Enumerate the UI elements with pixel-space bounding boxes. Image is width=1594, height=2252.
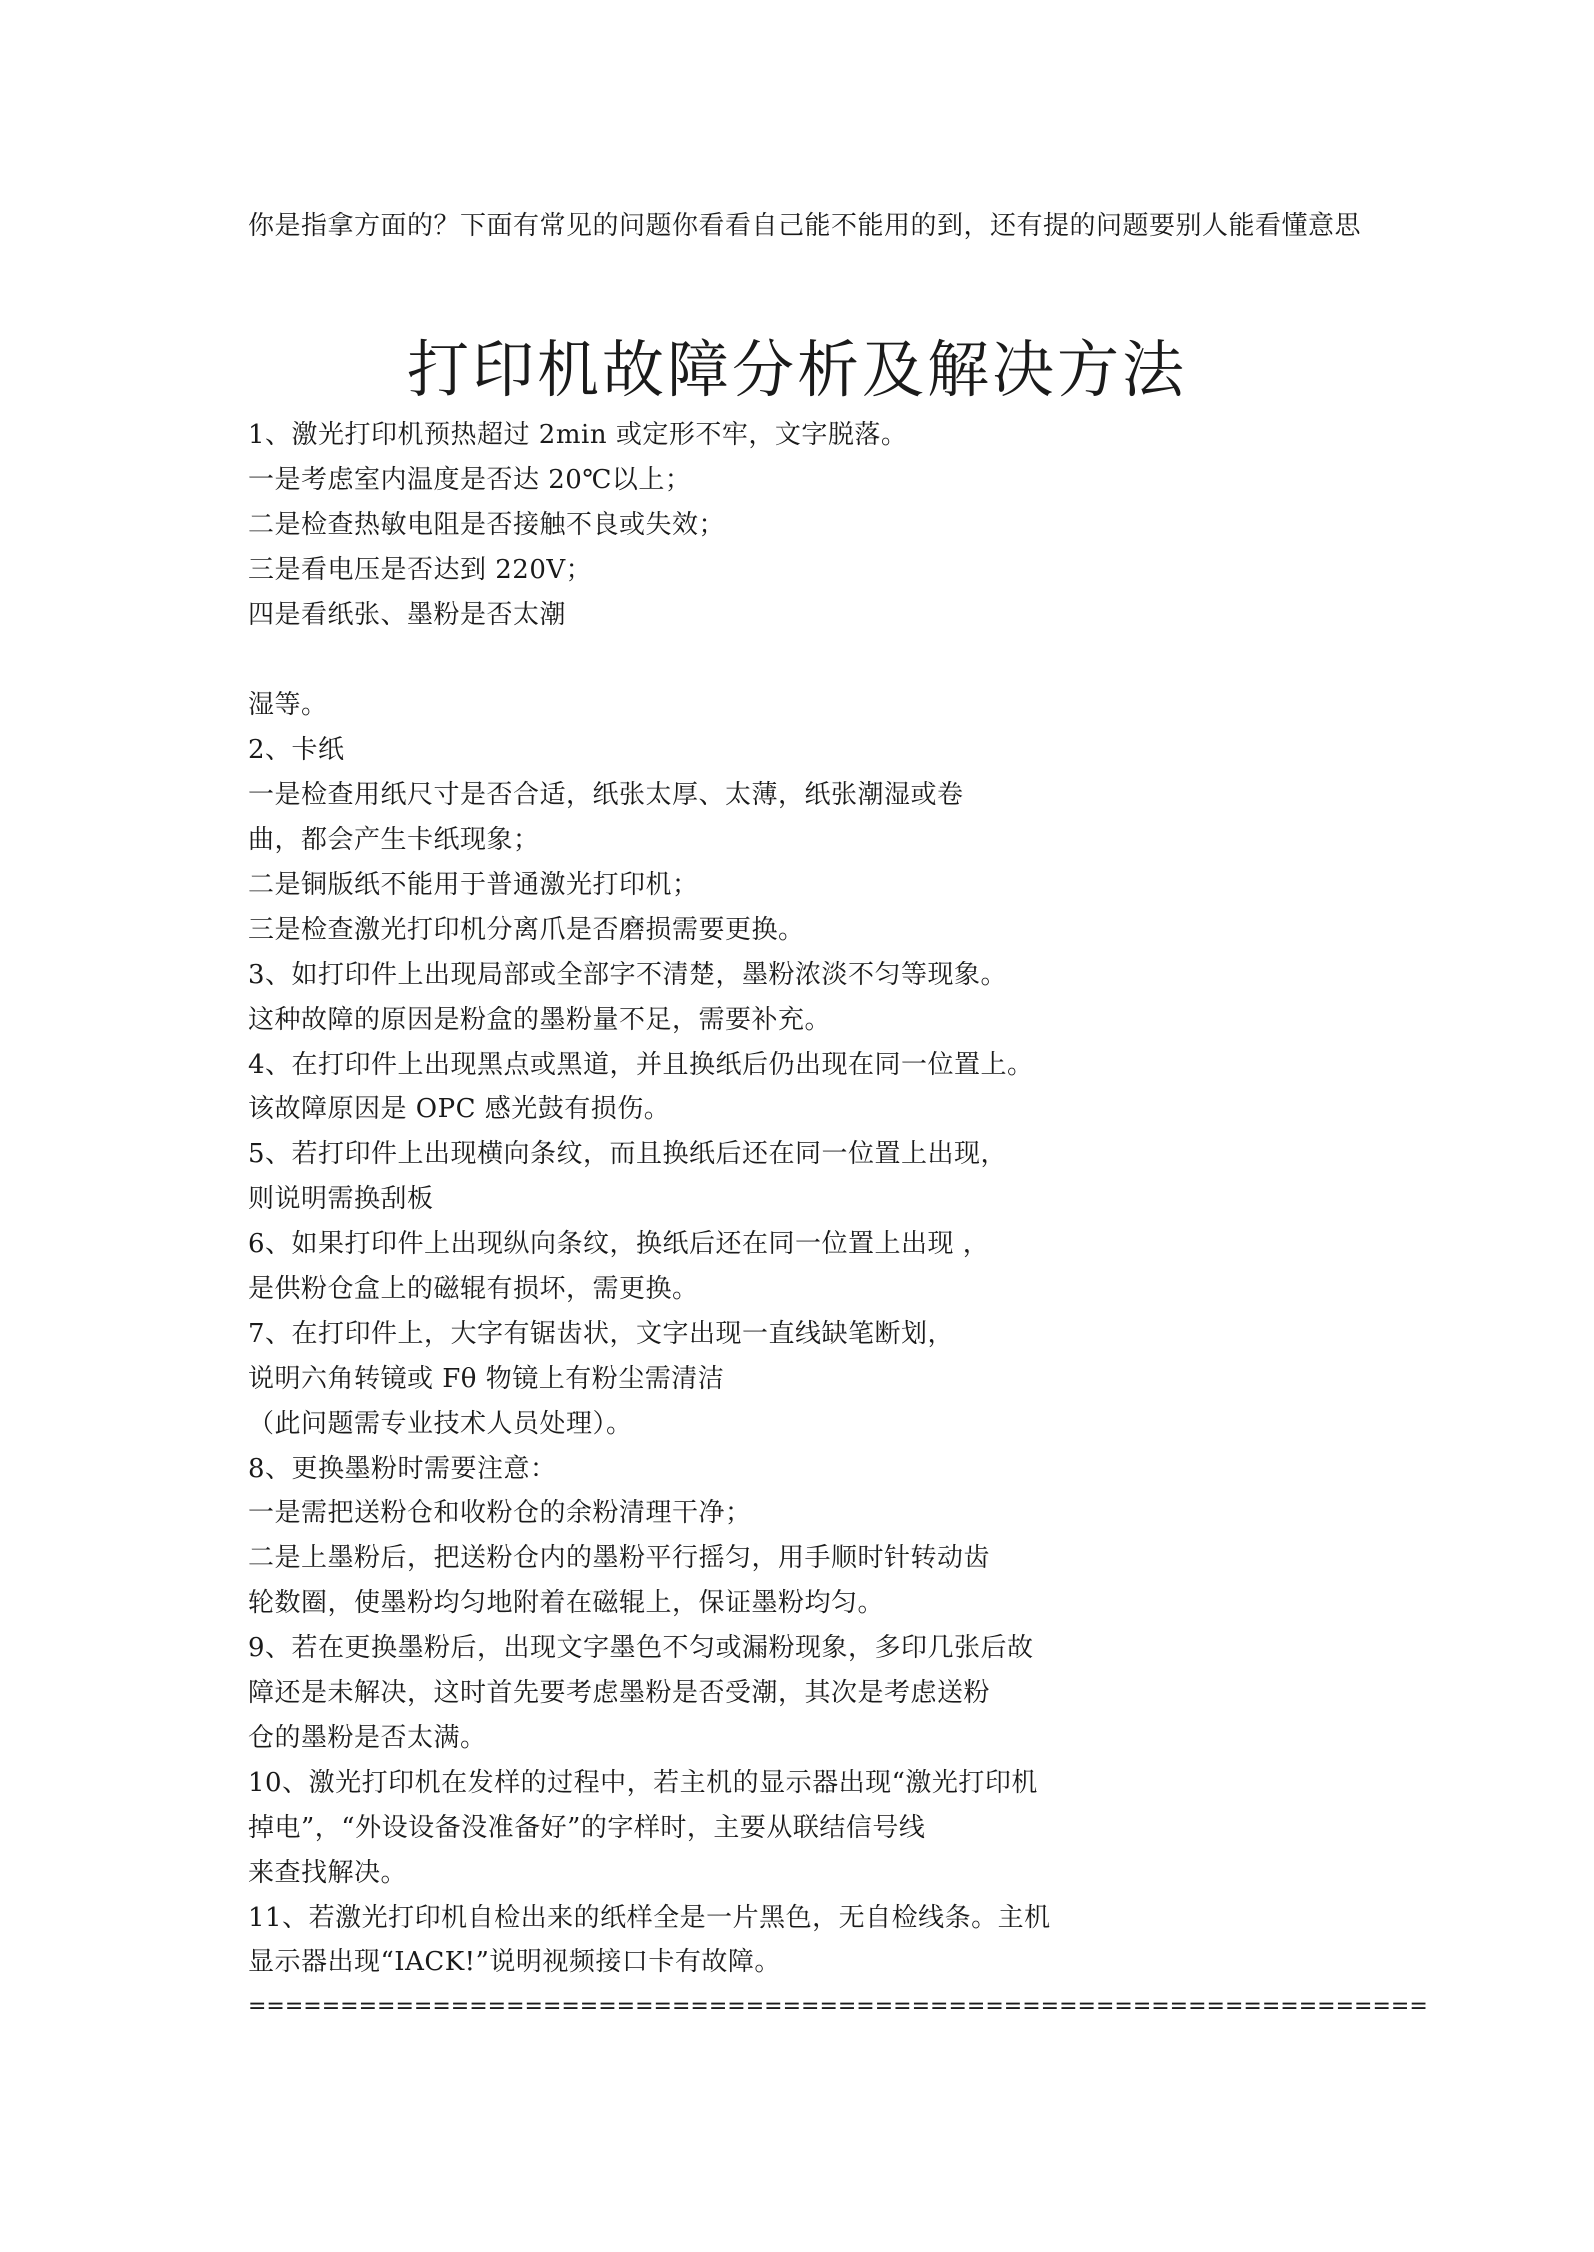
content-line: 8、更换墨粉时需要注意： <box>248 1453 557 1484</box>
content-line: 仓的墨粉是否太满。 <box>248 1722 487 1753</box>
blank-line <box>248 637 1448 683</box>
content-line: 来查找解决。 <box>248 1857 408 1888</box>
content-line: 2、卡纸 <box>248 735 345 766</box>
content-line: 轮数圈，使墨粉均匀地附着在磁辊上，保证墨粉均匀。 <box>248 1588 885 1619</box>
content-line: 说明六角转镜或 Fθ 物镜上有粉尘需清洁 <box>248 1363 725 1394</box>
content-line: 四是看纸张、墨粉是否太潮 <box>248 599 567 630</box>
content-line: 二是上墨粉后，把送粉仓内的墨粉平行摇匀，用手顺时针转动齿 <box>248 1543 991 1574</box>
content-line: 三是检查激光打印机分离爪是否磨损需要更换。 <box>248 914 805 945</box>
content-line: 显示器出现“IACK!”说明视频接口卡有故障。 <box>248 1947 781 1978</box>
content-line: 6、如果打印件上出现纵向条纹，换纸后还在同一位置上出现 ， <box>248 1229 990 1260</box>
content-line: 3、如打印件上出现局部或全部字不清楚，墨粉浓淡不匀等现象。 <box>248 959 1008 990</box>
content-line: 则说明需换刮板 <box>248 1184 434 1215</box>
content-lines <box>248 413 1448 2030</box>
content-line: 三是看电压是否达到 220V； <box>248 554 593 585</box>
content-line: 掉电”，“外设设备没准备好”的字样时，主要从联结信号线 <box>248 1812 926 1843</box>
document-title: 打印机故障分析及解决方法 <box>406 333 1187 406</box>
content-line: 4、在打印件上出现黑点或黑道，并且换纸后仍出现在同一位置上。 <box>248 1049 1034 1080</box>
content-line: 11、若激光打印机自检出来的纸样全是一片黑色，无自检线条。主机 <box>248 1902 1051 1933</box>
content-line: 湿等。 <box>248 690 328 721</box>
content-line: 二是铜版纸不能用于普通激光打印机； <box>248 870 699 901</box>
content-line: 9、若在更换墨粉后，出现文字墨色不匀或漏粉现象，多印几张后故 <box>248 1633 1034 1664</box>
content-line: 这种故障的原因是粉盒的墨粉量不足，需要补充。 <box>248 1004 832 1035</box>
content-line: 1、激光打印机预热超过 2min 或定形不牢，文字脱落。 <box>248 420 908 450</box>
content-line: 曲，都会产生卡纸现象； <box>248 825 540 856</box>
content-line: 一是检查用纸尺寸是否合适，纸张太厚、太薄，纸张潮湿或卷 <box>248 780 964 811</box>
content-line: 7、在打印件上，大字有锯齿状，文字出现一直线缺笔断划， <box>248 1318 955 1349</box>
content-line: 该故障原因是 OPC 感光鼓有损伤。 <box>248 1094 671 1125</box>
content-line: 10、激光打印机在发样的过程中，若主机的显示器出现“激光打印机 <box>248 1767 1038 1798</box>
intro-paragraph: 你是指拿方面的？下面有常见的问题你看看自己能不能用的到，还有提的问题要别人能看懂意思 <box>248 211 1362 241</box>
content-line: 障还是未解决，这时首先要考虑墨粉是否受潮，其次是考虑送粉 <box>248 1678 991 1709</box>
content-line: 5、若打印件上出现横向条纹，而且换纸后还在同一位置上出现， <box>248 1139 1008 1170</box>
content-line: 一是需把送粉仓和收粉仓的余粉清理干净； <box>248 1498 752 1529</box>
separator-line: ================================================================ <box>248 1994 1428 2020</box>
content-line: （此问题需专业技术人员处理）。 <box>248 1408 633 1439</box>
content-line: 二是检查热敏电阻是否接触不良或失效； <box>248 509 726 540</box>
content-line: 一是考虑室内温度是否达 20℃以上； <box>248 464 692 495</box>
content-line: 是供粉仓盒上的磁辊有损坏，需更换。 <box>248 1274 699 1305</box>
